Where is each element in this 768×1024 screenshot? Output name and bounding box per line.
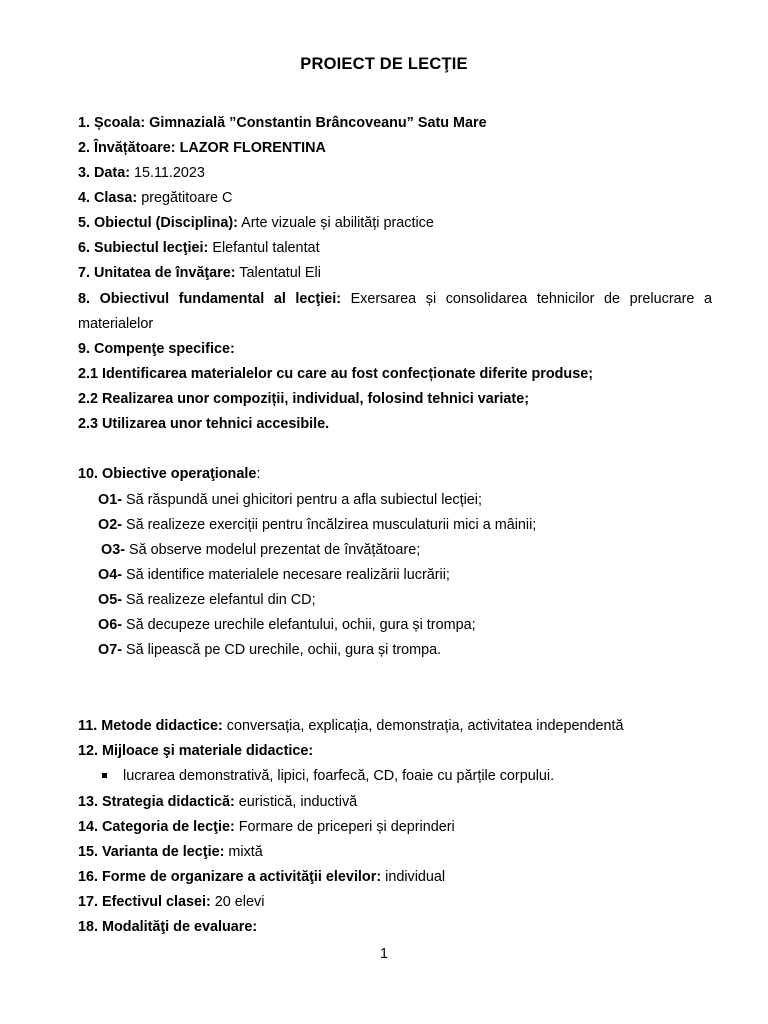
field-value: pregătitoare C [137, 190, 233, 206]
field-label: 8. Obiectivul fundamental al lecţiei: [78, 291, 342, 307]
field-value: Elefantul talentat [208, 240, 320, 256]
field-label: 11. Metode didactice: [78, 718, 223, 734]
objective-text: Să decupeze urechile elefantului, ochii, gura și trompa; [122, 617, 476, 633]
objective-text: Să realizeze elefantul din CD; [122, 592, 316, 608]
materials-item: lucrarea demonstrativă, lipici, foarfecă, CD, foaie cu părțile corpului. [123, 768, 555, 784]
field-label: 5. Obiectul (Disciplina): [78, 215, 238, 231]
field-date [78, 164, 205, 182]
field-subject [78, 214, 434, 232]
field-value: Arte vizuale și abilități practice [237, 215, 434, 231]
field-label: 13. Strategia didactică: [78, 794, 235, 810]
objective-item [98, 566, 450, 584]
field-class [78, 189, 232, 207]
field-value: 20 elevi [210, 894, 265, 910]
field-strategy [78, 793, 357, 811]
objective-item [98, 591, 316, 609]
field-label: 6. Subiectul lecţiei: [78, 240, 209, 256]
objective-item [101, 541, 420, 559]
objective-text: Să lipească pe CD urechile, ochii, gura și trompa. [122, 642, 442, 658]
bullet-icon [102, 773, 107, 778]
field-label: 17. Efectivul clasei: [78, 894, 211, 910]
field-value: Talentatul Eli [235, 265, 321, 281]
competence-item: 2.1 Identificarea materialelor cu care au fost confecționate diferite produse; [78, 366, 594, 382]
objective-code: O5- [98, 592, 122, 608]
competence-item: 2.3 Utilizarea unor tehnici accesibile. [78, 416, 330, 432]
field-value: individual [381, 869, 446, 885]
field-evaluation: 18. Modalităţi de evaluare: [78, 919, 258, 935]
field-teacher: 2. Învățătoare: LAZOR FLORENTINA [78, 140, 326, 156]
field-lesson-topic [78, 239, 320, 257]
objective-text: Să realizeze exerciții pentru încălzirea musculaturii mici a mâinii; [122, 517, 537, 533]
field-label: 7. Unitatea de învăţare: [78, 265, 236, 281]
objective-item [98, 641, 441, 659]
field-fundamental-objective [78, 287, 712, 337]
field-value: conversația, explicația, demonstrația, activitatea independentă [222, 718, 624, 734]
field-label: 3. Data: [78, 165, 130, 181]
field-value: Exersarea și consolidarea tehnicilor de prelucrare a materialelor [78, 291, 712, 332]
field-lesson-category [78, 818, 455, 836]
field-methods [78, 717, 624, 735]
field-lesson-variant [78, 843, 263, 861]
objective-text: Să observe modelul prezentat de învățătoare; [125, 542, 421, 558]
field-competences: 9. Compenţe specifice: [78, 341, 235, 357]
field-learning-unit [78, 264, 321, 282]
objective-item [98, 616, 476, 634]
field-label: 16. Forme de organizare a activităţii elevilor: [78, 869, 382, 885]
field-label: 14. Categoria de lecţie: [78, 819, 235, 835]
field-materials: 12. Mijloace şi materiale didactice: [78, 743, 314, 759]
field-value: mixtă [224, 844, 263, 860]
objective-code: O4- [98, 567, 122, 583]
objective-item [98, 491, 482, 509]
objective-code: O6- [98, 617, 122, 633]
competence-item: 2.2 Realizarea unor compoziții, individual, folosind tehnici variate; [78, 391, 530, 407]
objective-text: Să identifice materialele necesare realizării lucrării; [122, 567, 450, 583]
field-operational-objectives [78, 465, 260, 483]
field-label: 15. Varianta de lecţie: [78, 844, 225, 860]
page-title: PROIECT DE LECŢIE [300, 55, 468, 73]
field-label: 4. Clasa: [78, 190, 138, 206]
objective-code: O3- [101, 542, 125, 558]
objective-code: O2- [98, 517, 122, 533]
objective-text: Să răspundă unei ghicitori pentru a afla subiectul lecției; [122, 492, 482, 508]
objective-item [98, 516, 536, 534]
field-value: 15.11.2023 [129, 165, 205, 181]
field-value: euristică, inductivă [234, 794, 358, 810]
page-number: 1 [379, 946, 388, 962]
field-value: Formare de priceperi și deprinderi [234, 819, 455, 835]
field-class-size [78, 893, 264, 911]
field-school: 1. Școala: Gimnazială ”Constantin Brâncoveanu” Satu Mare [78, 115, 487, 131]
field-label: 10. Obiective operaţionale [78, 466, 257, 482]
objective-code: O7- [98, 642, 122, 658]
objective-code: O1- [98, 492, 122, 508]
field-organization [78, 868, 445, 886]
field-value: : [256, 466, 261, 482]
